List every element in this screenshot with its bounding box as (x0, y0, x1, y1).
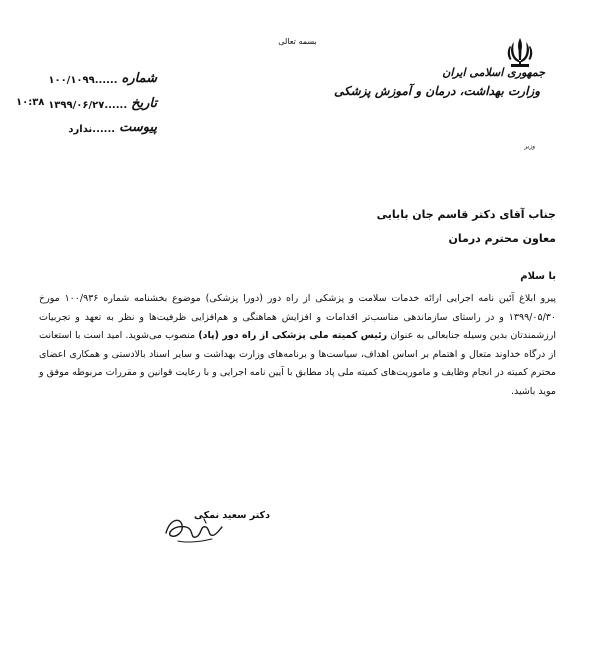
handwritten-signature (160, 511, 226, 547)
salutation: با سلام (520, 271, 556, 282)
letter-number (48, 68, 157, 86)
recipient-name: جناب آقای دکتر قاسم جان بابایی (376, 208, 556, 221)
date-label: تاریخ (131, 96, 157, 111)
body-text-bold: رئیس کمیته ملی پزشکی از راه دور (پاد) (198, 330, 388, 341)
basmala: بسمه تعالی (278, 37, 317, 46)
letter-attachment (68, 117, 157, 135)
date-value: ۱۳۹۹/۰۶/۲۷...... (48, 100, 128, 111)
letter-date (48, 93, 157, 111)
iran-emblem-icon (505, 36, 535, 70)
republic-title: جمهوری اسلامی ایران (442, 66, 545, 79)
ministry-title: وزارت بهداشت، درمان و آموزش پزشکی (334, 84, 540, 98)
letter-body (39, 290, 556, 401)
number-value: ۱۰۰/۱۰۹۹...... (48, 75, 118, 86)
attachment-label: پیوست (119, 120, 157, 135)
recipient-position: معاون محترم درمان (448, 232, 556, 245)
number-label: شماره (121, 71, 157, 86)
attachment-value: ندارد...... (68, 124, 116, 135)
minister-label: وزیر (524, 143, 535, 150)
body-text-part1: پیرو ابلاغ آئین نامه اجرایی ارائه خدمات سلامت و پزشکی از راه دور (دورا پزشکی) موضوع بخشنامه شماره ۱۰۰/۹۳۶ مورخ ۱۳۹۹/۰۵/۳۰ و در راستای سازماندهی مناسب‌تر اقدامات و افزایش هماهنگی و هم‌افزایی ظرفیت‌ها و نظر به تعهد و تجربیات ارزشمندتان بدین وسیله جنابعالی به عنوان (39, 293, 556, 341)
letter-time: ۱۰:۳۸ (16, 97, 45, 108)
signer-name: دکتر سعید نمکی (194, 510, 270, 521)
body-text-part2: منصوب می‌شوید. امید است با استعانت از درگاه خداوند متعال و اهتمام بر اساس اهداف، سیاست‌ها و برنامه‌های وزارت بهداشت و سایر اسناد بالادستی و همکاری اعضای محترم کمیته در انجام وظایف و ماموریت‌های کمیته ملی پاد مطابق با آیین نامه اجرایی و با رعایت قوانین و مقررات مربوطه موفق و موید باشید. (39, 330, 556, 397)
